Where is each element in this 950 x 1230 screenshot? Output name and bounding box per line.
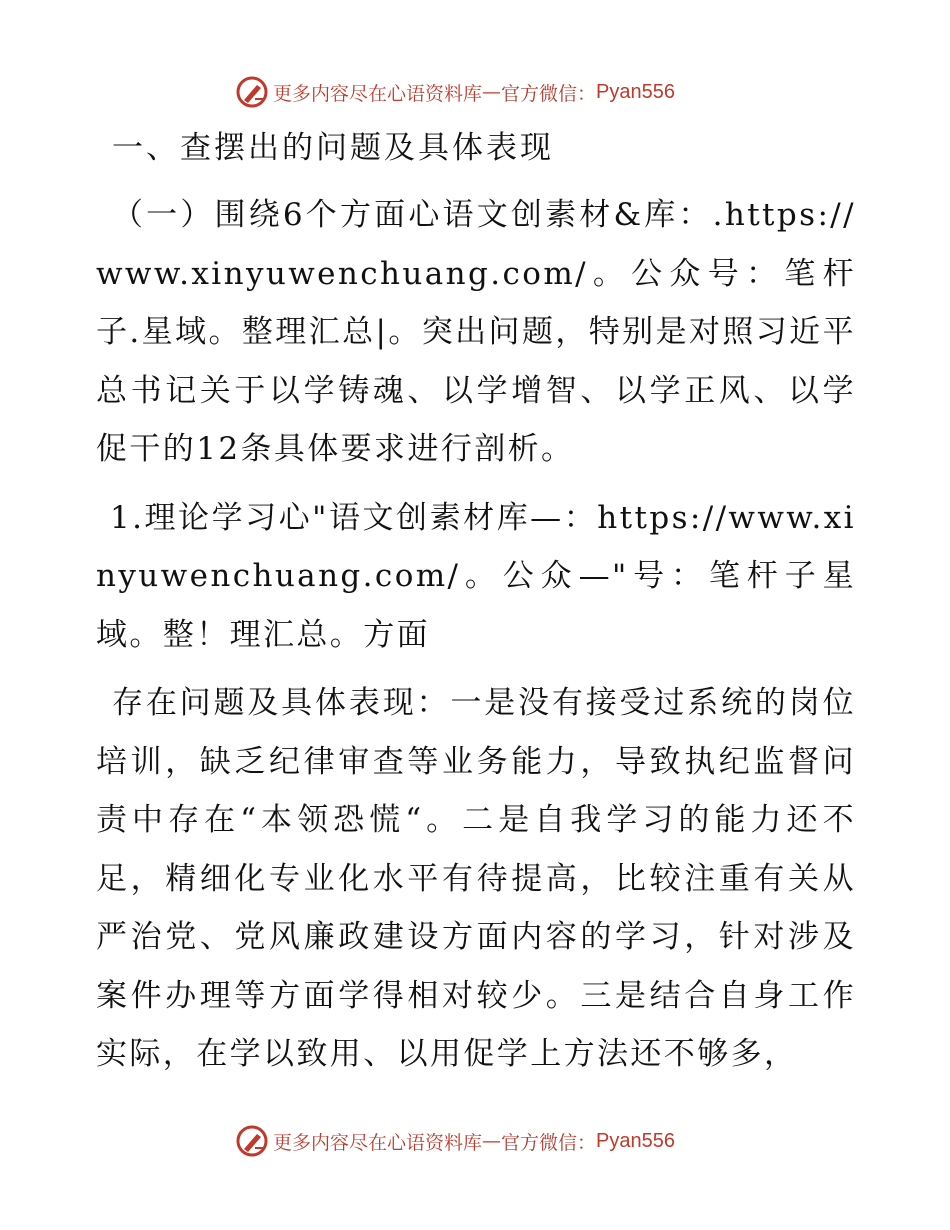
paragraph-theory-study: 1.理论学习心"语文创素材库—：https://www.xinyuwenchuang.com/。公众—"号：笔杆子星域。整！理汇总。方面 <box>96 499 856 653</box>
pen-logo-icon <box>235 75 269 109</box>
banner-account: Pyan556 <box>596 1129 675 1152</box>
paragraph-intro: （一）围绕6个方面心语文创素材&库：.https://www.xinyuwenchuang.com/。公众号：笔杆子.星域。整理汇总|。突出问题，特别是对照习近平总书记关于以学铸魂、以学增智、以学正风、以学促干的12条具体要求进行剖析。 <box>96 197 856 467</box>
banner-wechat-label: 官方微信： <box>501 82 597 105</box>
document-body <box>96 122 856 1094</box>
banner-text: 更多内容尽在心语资料库 <box>273 1131 483 1154</box>
header-banner <box>235 72 675 112</box>
section-heading: 一、查摆出的问题及具体表现 <box>112 130 554 166</box>
paragraph-problems: 存在问题及具体表现：一是没有接受过系统的岗位培训，缺乏纪律审查等业务能力，导致执纪监督问责中存在“本领恐慌“。二是自我学习的能力还不足，精细化专业化水平有待提高，比较注重有关从严治党、党风廉政建设方面内容的学习，针对涉及案件办理等方面学得相对较少。三是结合自身工作实际，在学以致用、以用促学上方法还不够多， <box>96 685 856 1072</box>
banner-wechat-label: 官方微信： <box>501 1131 597 1154</box>
pen-logo-icon <box>235 1124 269 1158</box>
banner-separator: — <box>482 81 502 103</box>
footer-banner <box>235 1121 675 1161</box>
banner-separator: — <box>482 1130 502 1152</box>
banner-account: Pyan556 <box>596 80 675 103</box>
banner-text: 更多内容尽在心语资料库 <box>273 82 483 105</box>
